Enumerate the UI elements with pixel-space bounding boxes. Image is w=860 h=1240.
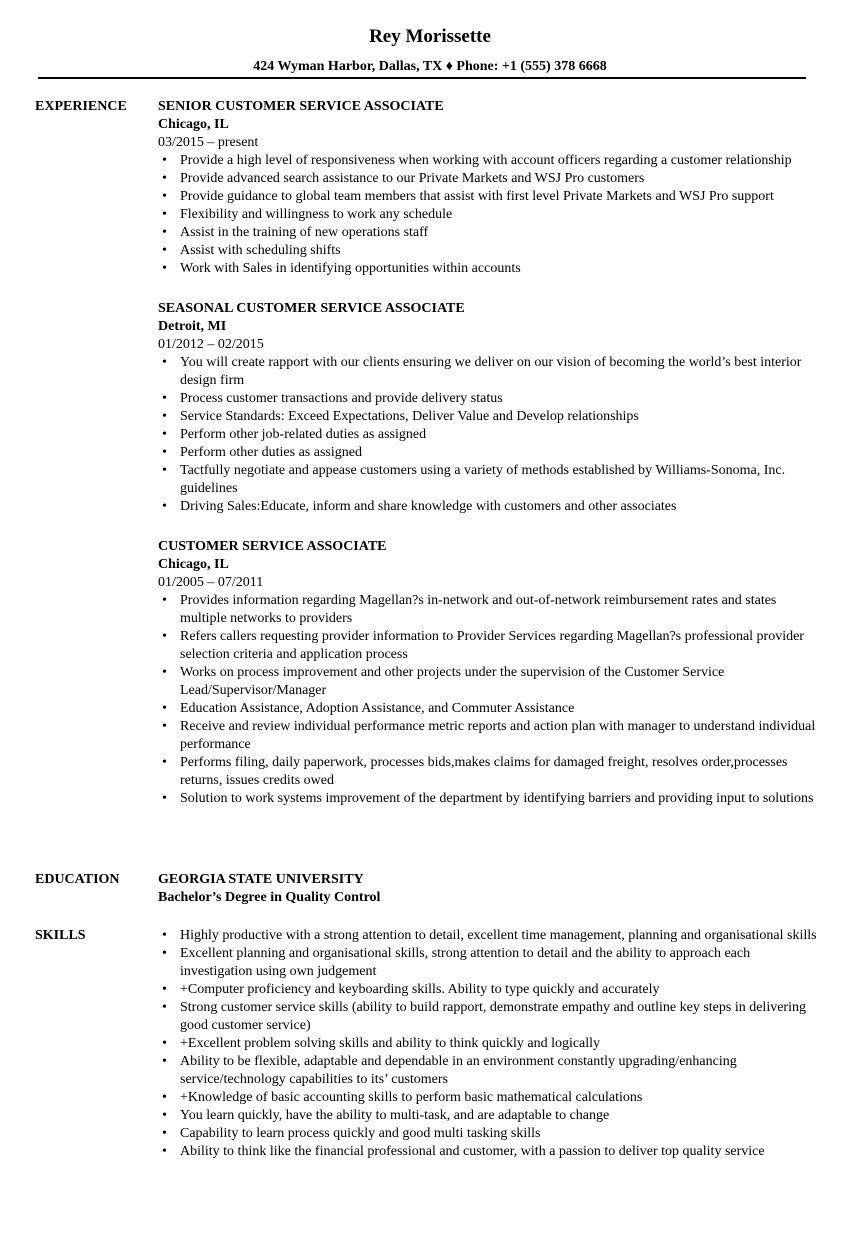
header-divider — [38, 77, 806, 79]
job-bullets — [158, 152, 818, 278]
job-dates: 01/2005 – 07/2011 — [158, 575, 264, 590]
job-dates: 01/2012 – 02/2015 — [158, 337, 264, 352]
skill-item: • +Excellent problem solving skills and ability to think quickly and logically — [158, 1035, 818, 1053]
bullet-item: • Provide guidance to global team members that assist with first level Private Markets and WSJ Pro support — [158, 188, 818, 206]
skills-list-wrap — [158, 927, 818, 1161]
job-title: SEASONAL CUSTOMER SERVICE ASSOCIATE — [158, 301, 465, 316]
job-bullets — [158, 592, 818, 808]
job-title: SENIOR CUSTOMER SERVICE ASSOCIATE — [158, 99, 444, 114]
skill-item: • Ability to think like the financial professional and customer, with a passion to deliver top quality service — [158, 1143, 818, 1161]
skill-item: • Highly productive with a strong attention to detail, excellent time management, planning and organisational skills — [158, 927, 818, 945]
education-entry — [158, 871, 818, 907]
bullet-item: • Process customer transactions and provide delivery status — [158, 390, 818, 408]
bullet-item: • Performs filing, daily paperwork, processes bids,makes claims for damaged freight, resolves order,processes returns, issues credits owed — [158, 754, 818, 790]
skill-item: • Ability to be flexible, adaptable and dependable in an environment constantly upgrading/enhancing service/technology capabilities to its’ customers — [158, 1053, 818, 1089]
skill-item: • +Computer proficiency and keyboarding skills. Ability to type quickly and accurately — [158, 981, 818, 999]
degree-name: Bachelor’s Degree in Quality Control — [158, 890, 381, 905]
bullet-item: • Tactfully negotiate and appease customers using a variety of methods established by Williams-Sonoma, Inc. guidelines — [158, 462, 818, 498]
bullet-item: • Work with Sales in identifying opportunities within accounts — [158, 260, 818, 278]
job-location: Chicago, IL — [158, 557, 229, 572]
bullet-item: • Perform other job-related duties as assigned — [158, 426, 818, 444]
bullet-item: • Education Assistance, Adoption Assistance, and Commuter Assistance — [158, 700, 818, 718]
job-dates: 03/2015 – present — [158, 135, 259, 150]
job-title: CUSTOMER SERVICE ASSOCIATE — [158, 539, 387, 554]
bullet-item: • Provide advanced search assistance to our Private Markets and WSJ Pro customers — [158, 170, 818, 188]
education-heading: EDUCATION — [35, 872, 120, 887]
skills-heading: SKILLS — [35, 928, 86, 943]
bullet-item: • Works on process improvement and other projects under the supervision of the Customer Service Lead/Supervisor/Manager — [158, 664, 818, 700]
job-entry — [158, 98, 818, 278]
job-entry — [158, 300, 818, 516]
skill-item: • You learn quickly, have the ability to multi-task, and are adaptable to change — [158, 1107, 818, 1125]
candidate-name: Rey Morissette — [369, 26, 491, 47]
bullet-item: • Refers callers requesting provider information to Provider Services regarding Magellan?s professional provider selection criteria and application process — [158, 628, 818, 664]
bullet-item: • Assist with scheduling shifts — [158, 242, 818, 260]
contact-line: 424 Wyman Harbor, Dallas, TX ♦ Phone: +1 (555) 378 6668 — [253, 59, 607, 74]
bullet-item: • Provides information regarding Magellan?s in-network and out-of-network reimbursement rates and states multiple networks to providers — [158, 592, 818, 628]
job-location: Detroit, MI — [158, 319, 227, 334]
bullet-item: • You will create rapport with our clients ensuring we deliver on our vision of becoming the world’s best interior design firm — [158, 354, 818, 390]
skill-item: • +Knowledge of basic accounting skills to perform basic mathematical calculations — [158, 1089, 818, 1107]
bullet-item: • Driving Sales:Educate, inform and share knowledge with customers and other associates — [158, 498, 818, 516]
bullet-item: • Provide a high level of responsiveness when working with account officers regarding a customer relationship — [158, 152, 818, 170]
job-entry — [158, 538, 818, 808]
skill-item: • Excellent planning and organisational skills, strong attention to detail and the ability to approach each investigation using own judgement — [158, 945, 818, 981]
job-bullets — [158, 354, 818, 516]
bullet-item: • Assist in the training of new operations staff — [158, 224, 818, 242]
school-name: GEORGIA STATE UNIVERSITY — [158, 872, 364, 887]
bullet-item: • Receive and review individual performance metric reports and action plan with manager to understand individual performance — [158, 718, 818, 754]
job-location: Chicago, IL — [158, 117, 229, 132]
experience-heading: EXPERIENCE — [35, 99, 127, 114]
bullet-item: • Perform other duties as assigned — [158, 444, 818, 462]
skill-item: • Strong customer service skills (ability to build rapport, demonstrate empathy and outline key steps in delivering good customer service) — [158, 999, 818, 1035]
bullet-item: • Flexibility and willingness to work any schedule — [158, 206, 818, 224]
bullet-item: • Solution to work systems improvement of the department by identifying barriers and providing input to solutions — [158, 790, 818, 808]
bullet-item: • Service Standards: Exceed Expectations, Deliver Value and Develop relationships — [158, 408, 818, 426]
skill-item: • Capability to learn process quickly and good multi tasking skills — [158, 1125, 818, 1143]
experience-list — [158, 98, 818, 830]
skills-list — [158, 927, 818, 1161]
